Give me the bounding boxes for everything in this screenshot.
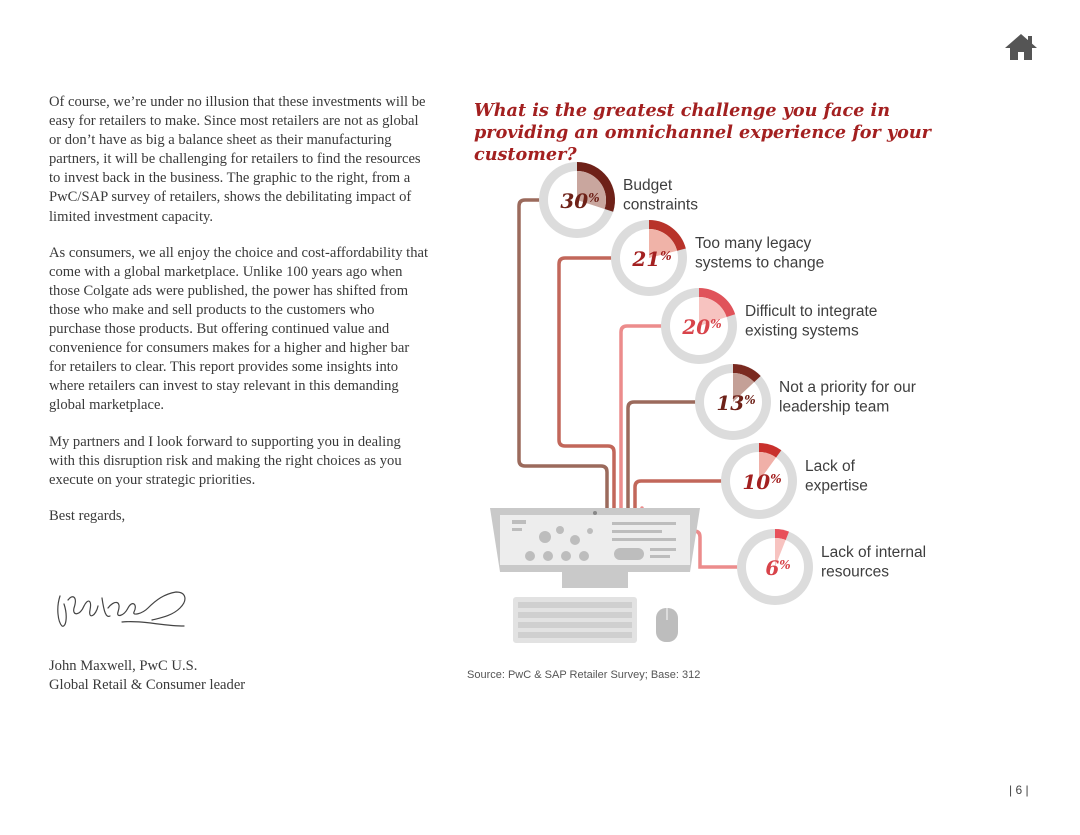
category-label-2-line-2: systems to change (695, 254, 825, 272)
category-label-1-line-2: constraints (623, 196, 698, 214)
connector-line-5 (635, 481, 721, 508)
pct-label-2: 21% (632, 247, 672, 271)
category-label-5-line-2: expertise (805, 477, 868, 495)
pct-label-5: 10% (742, 470, 782, 494)
closing: Best regards, (49, 507, 126, 524)
chart-source: Source: PwC & SAP Retailer Survey; Base: 312 (467, 669, 701, 681)
pct-label-3: 20% (682, 315, 722, 339)
pct-label-6: 6% (765, 556, 791, 580)
category-label-6-line-1: Lack of internal (821, 544, 927, 561)
category-label-3-line-2: existing systems (745, 322, 859, 340)
chart-title: What is the greatest challenge you face in providing an omnichannel experience for your customer? (474, 100, 931, 165)
connector-line-4 (628, 402, 695, 508)
signer-name: John Maxwell, PwC U.S. (49, 658, 198, 674)
category-label-5-line-1: Lack of (805, 458, 855, 475)
category-label-4-line-2: leadership team (779, 398, 890, 416)
paragraph-2: As consumers, we all enjoy the choice and cost-affordability that come with a global marketplace. Unlike 100 years ago when those Colgate ads were published, the power has shifted from those who make and sell products to the customers who purchase those products. But offering continued value and convenience for consumers makes for a higher and higher bar for retailers to clear. This report provides some insights into where retailers can invest to stay relevant in this demanding global marketplace. (49, 244, 429, 414)
connector-line-1 (519, 200, 607, 508)
category-label-1-line-1: Budget (623, 177, 673, 194)
computer-illustration (490, 508, 700, 643)
category-label-4-line-1: Not a priority for our (779, 379, 916, 396)
paragraph-1: Of course, we’re under no illusion that these investments will be easy for retailers to make. Since most retailers are not as global or don’t have as big a balance sheet as their manufacturing partners, it will be challenging for retailers to find the resources to invest back in the business. The graphic to the right, from a PwC/SAP survey of retailers, shows the debilitating impact of limited investment capacity. (49, 94, 426, 225)
category-label-6-line-2: resources (821, 563, 890, 581)
signer-title: Global Retail & Consumer leader (49, 677, 246, 694)
category-label-3-line-1: Difficult to integrate (745, 303, 878, 320)
paragraph-3: My partners and I look forward to supporting you in dealing with this disruption risk and making the right choices as you execute on your strategic priorities. (49, 433, 402, 488)
category-label-2-line-1: Too many legacy (695, 235, 812, 252)
pct-label-1: 30% (560, 189, 600, 213)
page-number: | 6 | (1009, 783, 1029, 797)
pct-label-4: 13% (716, 391, 756, 415)
